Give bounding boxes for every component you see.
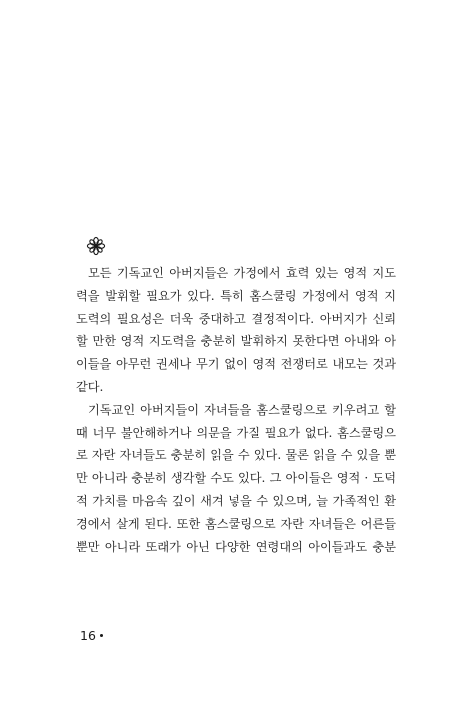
- text-line: 모든 기독교인 아버지들은 가정에서 효력 있는 영적 지도: [88, 266, 396, 280]
- text-line: 적 가치를 마음속 깊이 새겨 넣을 수 있으며, 늘 가족적인 환: [76, 493, 396, 508]
- paragraph-1: [76, 262, 396, 399]
- page-number: 16: [80, 628, 96, 643]
- text-line: 로 자란 자녀들도 충분히 읽을 수 있다. 물론 읽을 수 있을 뿐: [76, 448, 396, 463]
- paragraph-2: [76, 399, 396, 559]
- flower-ornament-icon: [86, 236, 106, 256]
- text-line: 력을 발휘할 필요가 있다. 특히 홈스쿨링 가정에서 영적 지: [76, 288, 396, 303]
- text-line: 도력의 필요성은 더욱 중대하고 결정적이다. 아버지가 신뢰: [76, 311, 396, 326]
- text-line: 이들을 아무런 권세나 무기 없이 영적 전쟁터로 내모는 것과: [76, 357, 396, 372]
- text-line: 같다.: [76, 379, 104, 394]
- text-line: 만 아니라 충분히 생각할 수도 있다. 그 아이들은 영적 · 도덕: [76, 471, 396, 486]
- text-line: 할 만한 영적 지도력을 충분히 발휘하지 못한다면 아내와 아: [76, 334, 396, 349]
- text-line: 뿐만 아니라 또래가 아닌 다양한 연령대의 아이들과도 충분: [76, 539, 396, 554]
- folio-dot-icon: [100, 634, 103, 637]
- text-line: 경에서 살게 된다. 또한 홈스쿨링으로 자란 자녀들은 어른들: [76, 516, 396, 531]
- body-text: [76, 262, 396, 558]
- text-line: 때 너무 불안해하거나 의문을 가질 필요가 없다. 홈스쿨링으: [76, 425, 396, 440]
- text-line: 기독교인 아버지들이 자녀들을 홈스쿨링으로 키우려고 할: [88, 402, 396, 417]
- page-folio: [80, 628, 103, 644]
